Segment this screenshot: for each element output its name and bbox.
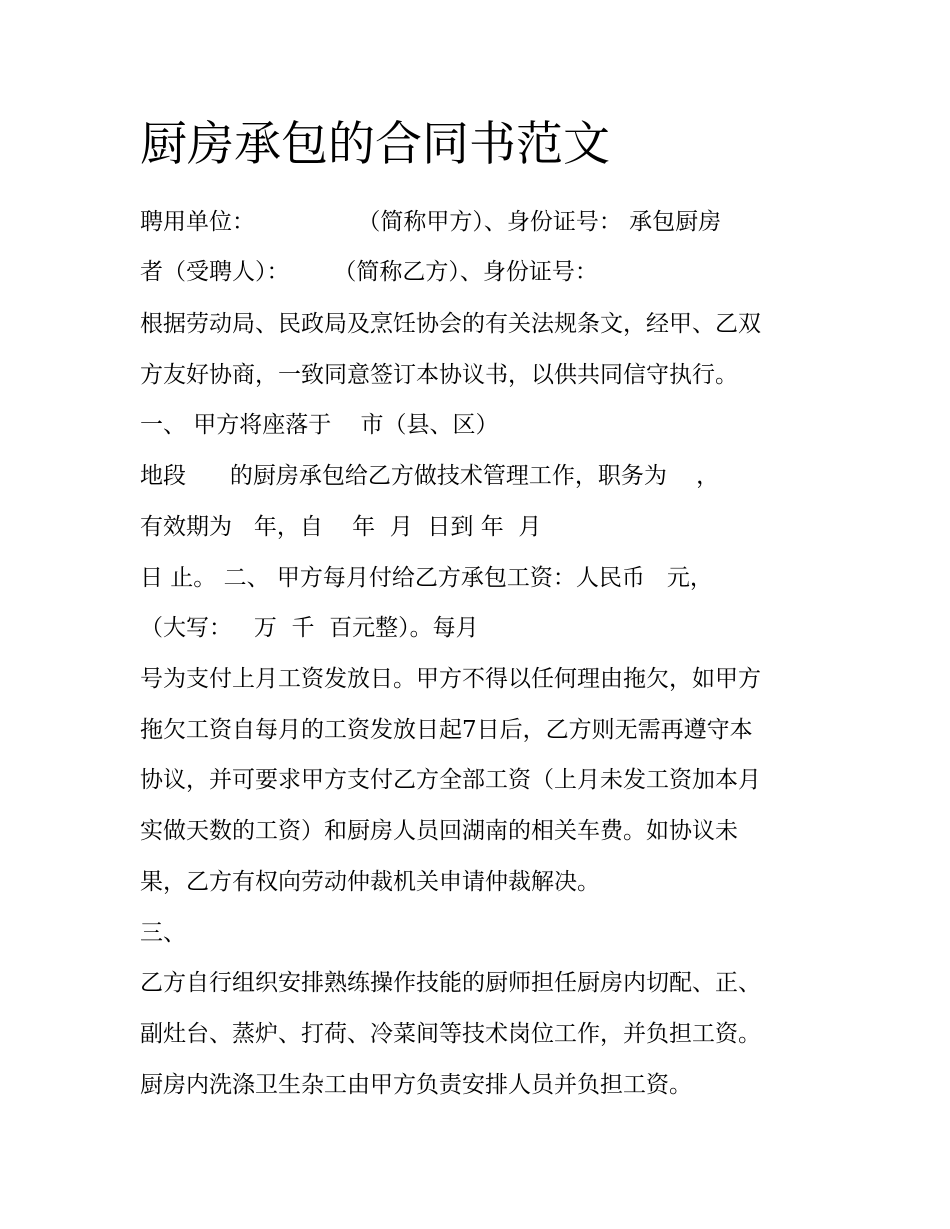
paragraph-line-8: 日 止。 二、 甲方每月付给乙方承包工资：人民币 元， [140, 565, 713, 591]
paragraph-line-4: 方友好协商，一致同意签订本协议书，以供共同信守执行。 [140, 362, 738, 388]
paragraph-line-7: 有效期为 年，自 年 月 日到 年 月 [140, 514, 542, 540]
paragraph-line-9: （大写： 万 千 百元整）。每月 [140, 615, 479, 641]
paragraph-line-3: 根据劳动局、民政局及烹饪协会的有关法规条文，经甲、乙双 [140, 311, 761, 337]
paragraph-line-17: 副灶台、蒸炉、打荷、冷菜间等技术岗位工作，并负担工资。 [140, 1021, 761, 1047]
section-heading-3: 三、 [140, 920, 186, 946]
paragraph-line-18: 厨房内洗涤卫生杂工由甲方负责安排人员并负担工资。 [140, 1072, 692, 1098]
paragraph-line-10: 号为支付上月工资发放日。甲方不得以任何理由拖欠，如甲方 [140, 666, 761, 692]
paragraph-line-14: 果，乙方有权向劳动仲裁机关申请仲裁解决。 [140, 869, 600, 895]
paragraph-line-12: 协议，并可要求甲方支付乙方全部工资（上月未发工资加本月 [140, 767, 761, 793]
paragraph-line-6: 地段 的厨房承包给乙方做技术管理工作，职务为 ， [140, 463, 720, 489]
paragraph-line-13: 实做天数的工资）和厨房人员回湖南的相关车费。如协议未 [140, 818, 738, 844]
paragraph-line-2: 者（受聘人）： （简称乙方）、身份证号： [140, 259, 598, 285]
paragraph-line-5: 一、 甲方将座落于 市（县、区） [140, 412, 499, 438]
paragraph-line-1: 聘用单位： （简称甲方）、身份证号： 承包厨房 [140, 209, 722, 235]
paragraph-line-11: 拖欠工资自每月的工资发放日起7日后，乙方则无需再遵守本 [140, 717, 753, 743]
paragraph-line-16: 乙方自行组织安排熟练操作技能的厨师担任厨房内切配、正、 [140, 970, 761, 996]
document-title: 厨房承包的合同书范文 [140, 117, 610, 172]
